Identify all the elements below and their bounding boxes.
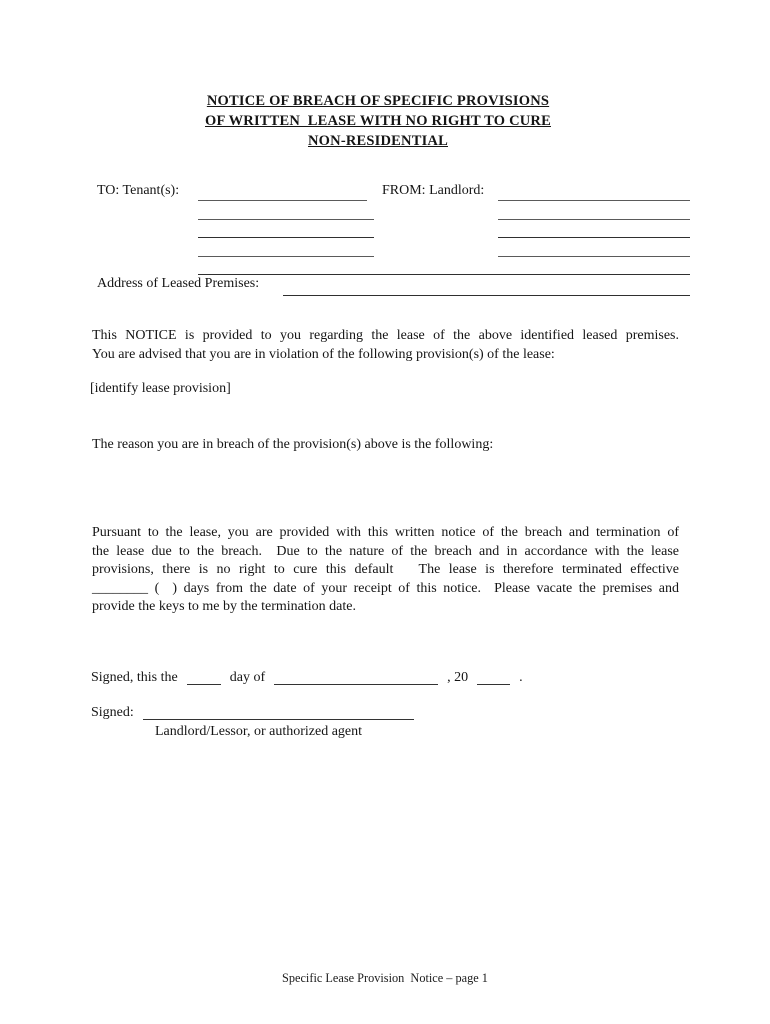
notice-paragraph — [92, 327, 679, 364]
sentence-period: . — [519, 670, 523, 685]
day-number-blank — [187, 684, 221, 685]
tenant-name-blank-1 — [198, 200, 367, 201]
address-blank-line-2 — [283, 295, 690, 296]
address-blank-line-1 — [198, 274, 690, 275]
breach-reason-label: The reason you are in breach of the provision(s) above is the following: — [92, 437, 494, 452]
document-title — [0, 92, 756, 151]
year-prefix: , 20 — [447, 670, 469, 685]
notice-paragraph-line: You are advised that you are in violation of the following provision(s) of the lease: — [92, 346, 555, 362]
identify-provision-placeholder: [identify lease provision] — [90, 381, 231, 396]
landlord-name-blank-2 — [498, 219, 690, 220]
to-tenant-label: TO: Tenant(s): — [97, 183, 180, 198]
address-of-premises-label: Address of Leased Premises: — [97, 276, 260, 291]
document-title-line — [0, 132, 756, 152]
title-text-2: OF WRITTEN LEASE WITH NO RIGHT TO CURE — [205, 112, 551, 129]
day-of-label: day of — [229, 670, 266, 685]
month-blank — [274, 684, 438, 685]
termination-paragraph-line: provide the keys to me by the termination date. — [92, 599, 356, 615]
landlord-name-blank-1 — [498, 200, 690, 201]
tenant-name-blank-2 — [198, 219, 374, 220]
document-title-line — [0, 112, 756, 132]
termination-paragraph-line: the lease due to the breach. Due to the nature of the breach and in accordance with the lease — [92, 543, 679, 559]
termination-paragraph-line: Pursuant to the lease, you are provided with this written notice of the breach and termination of — [92, 525, 679, 540]
page-footer: Specific Lease Provision Notice – page 1 — [282, 971, 488, 985]
title-text-1: NOTICE OF BREACH OF SPECIFIC PROVISIONS — [206, 93, 550, 109]
document-title-line — [0, 92, 756, 112]
from-landlord-label: FROM: Landlord: — [382, 183, 485, 198]
landlord-name-blank-3 — [498, 237, 690, 238]
tenant-name-blank-3 — [198, 237, 374, 238]
year-blank — [477, 684, 510, 685]
title-text-3: NON-RESIDENTIAL — [308, 132, 448, 149]
tenant-name-blank-4 — [198, 256, 374, 257]
signature-caption: Landlord/Lessor, or authorized agent — [155, 724, 363, 739]
notice-paragraph-line: This NOTICE is provided to you regarding the lease of the above identified leased premises. — [92, 328, 679, 343]
termination-paragraph — [92, 524, 679, 617]
signed-date-prefix: Signed, this the — [91, 670, 178, 685]
landlord-name-blank-4 — [498, 256, 690, 257]
signed-label: Signed: — [91, 705, 134, 720]
signature-blank — [143, 719, 414, 720]
termination-paragraph-line: ________ ( ) days from the date of your receipt of this notice. Please vacate the premises and — [92, 580, 679, 596]
signed-line — [91, 704, 423, 723]
signature-date-line — [91, 669, 523, 688]
termination-paragraph-line: provisions, there is no right to cure this default The lease is therefore terminated effective — [92, 562, 679, 578]
